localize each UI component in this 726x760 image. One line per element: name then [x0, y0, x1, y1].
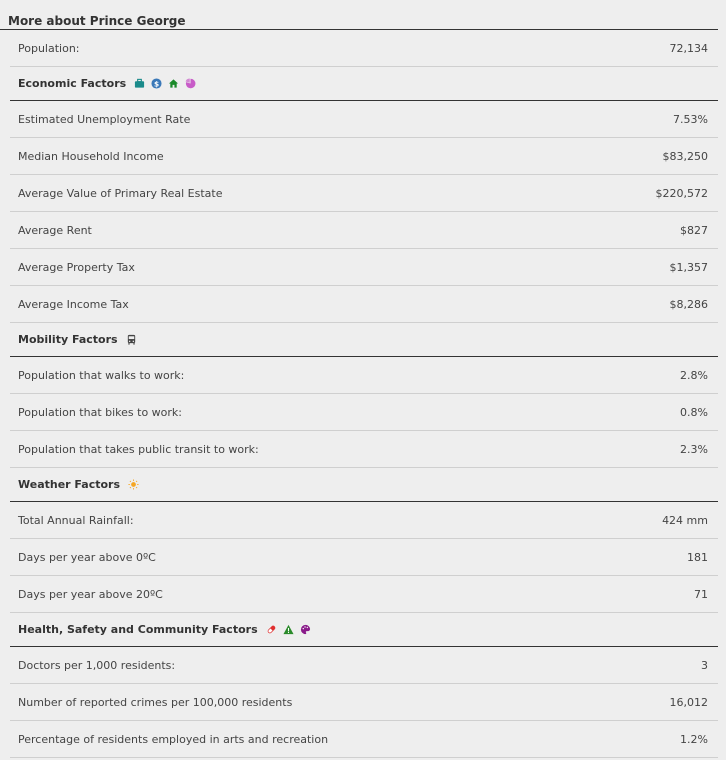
row-value: 71 — [694, 587, 708, 601]
row-value: $1,357 — [669, 260, 708, 274]
row-value: $827 — [680, 223, 708, 237]
row-label: Population: — [18, 41, 80, 55]
table-row — [10, 357, 718, 394]
table-row — [10, 539, 718, 576]
row-label: Days per year above 0ºC — [18, 550, 156, 564]
row-value: $83,250 — [662, 149, 708, 163]
row-value: 424 mm — [662, 513, 708, 527]
row-value: 1.2% — [680, 732, 708, 746]
row-value: 2.3% — [680, 442, 708, 456]
table-row — [10, 576, 718, 613]
section-economic-factors — [10, 67, 718, 101]
row-value: $8,286 — [669, 297, 708, 311]
table-row — [10, 721, 718, 758]
row-value: 2.8% — [680, 368, 708, 382]
row-label: Average Value of Primary Real Estate — [18, 186, 223, 200]
home-icon — [168, 78, 179, 89]
row-value: 72,134 — [669, 41, 708, 55]
section-title: Mobility Factors — [18, 333, 118, 346]
table-row — [10, 212, 718, 249]
section-title: Health, Safety and Community Factors — [18, 623, 258, 636]
section-title: Weather Factors — [18, 478, 121, 491]
warning-icon — [283, 624, 294, 635]
sun-icon — [128, 479, 139, 490]
dollar-icon — [151, 78, 162, 89]
row-label: Population that bikes to work: — [18, 405, 183, 419]
row-value: 3 — [701, 658, 708, 672]
table-row — [10, 684, 718, 721]
table-row — [10, 647, 718, 684]
table-row — [10, 138, 718, 175]
row-value: $220,572 — [655, 186, 708, 200]
table-row — [10, 175, 718, 212]
table-row — [10, 431, 718, 468]
table-row — [10, 502, 718, 539]
row-label: Estimated Unemployment Rate — [18, 112, 191, 126]
table-row — [10, 249, 718, 286]
row-value: 16,012 — [669, 695, 708, 709]
table-row — [10, 101, 718, 138]
row-label: Median Household Income — [18, 149, 164, 163]
row-label: Days per year above 20ºC — [18, 587, 163, 601]
row-value: 181 — [687, 550, 708, 564]
row-label: Doctors per 1,000 residents: — [18, 658, 176, 672]
row-label: Average Rent — [18, 223, 92, 237]
palette-icon — [300, 624, 311, 635]
section-title: Economic Factors — [18, 77, 127, 90]
row-value: 0.8% — [680, 405, 708, 419]
table-row — [10, 286, 718, 323]
row-label: Population that takes public transit to work: — [18, 442, 259, 456]
row-label: Population that walks to work: — [18, 368, 185, 382]
bus-icon — [126, 334, 137, 345]
row-label: Number of reported crimes per 100,000 residents — [18, 695, 293, 709]
section-health-safety-community-factors — [10, 613, 718, 647]
svg-text:$: $ — [154, 79, 160, 89]
section-weather-factors — [10, 468, 718, 502]
table-row — [10, 394, 718, 431]
row-value: 7.53% — [673, 112, 708, 126]
row-label: Total Annual Rainfall: — [18, 513, 134, 527]
panel-title: More about Prince George — [0, 0, 718, 30]
pill-icon — [266, 624, 277, 635]
row-label: Percentage of residents employed in arts and recreation — [18, 732, 329, 746]
briefcase-icon — [134, 78, 145, 89]
row-label: Average Income Tax — [18, 297, 129, 311]
pie-chart-icon — [185, 78, 196, 89]
row-label: Average Property Tax — [18, 260, 135, 274]
section-mobility-factors — [10, 323, 718, 357]
population-row — [10, 30, 718, 67]
